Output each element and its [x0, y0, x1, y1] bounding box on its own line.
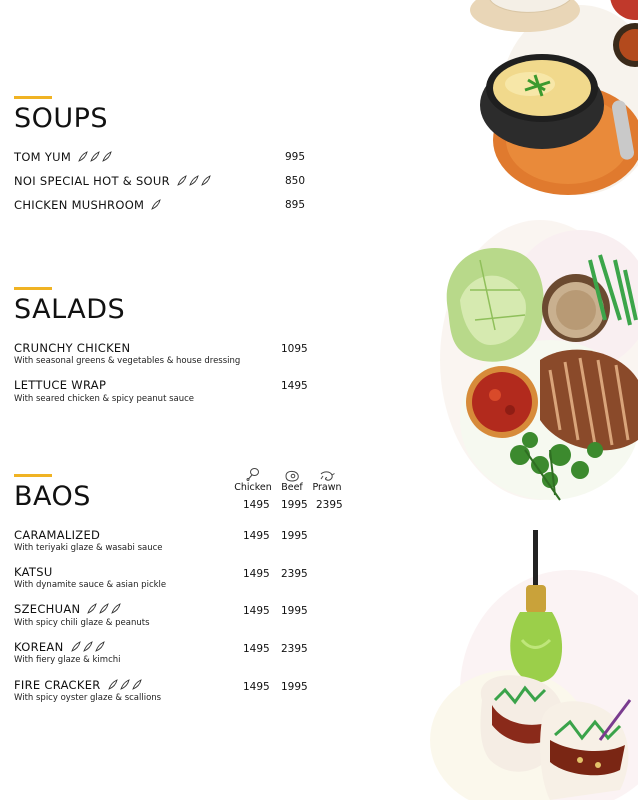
menu-item-name: SZECHUAN	[14, 602, 122, 617]
baos-accent-bar	[14, 474, 52, 477]
menu-item-price: 995	[285, 151, 306, 163]
chili-icon	[77, 151, 113, 165]
soups-accent-bar	[14, 96, 52, 99]
menu-item-price-beef: 1995	[281, 605, 308, 617]
menu-item-description: With seared chicken & spicy peanut sauce	[14, 394, 195, 404]
chili-icon	[107, 679, 143, 693]
menu-item-name: CARAMALIZED	[14, 528, 101, 542]
column-label-prawn: Prawn	[312, 482, 342, 493]
chili-icon	[150, 199, 162, 213]
menu-item-description: With fiery glaze & kimchi	[14, 655, 121, 665]
menu-item-description: With spicy oyster glaze & scallions	[14, 693, 162, 703]
menu-item-price: 1495	[281, 380, 308, 392]
menu-item-name: FIRE CRACKER	[14, 678, 143, 693]
menu-item-description: With seasonal greens & vegetables & house dressing	[14, 356, 241, 366]
chili-icon	[70, 641, 106, 655]
menu-item-price-beef: 1995	[281, 530, 308, 542]
menu-item-price-chicken: 1495	[243, 681, 270, 693]
baos-title: BAOS	[14, 481, 91, 512]
column-label-chicken: Chicken	[234, 482, 272, 493]
menu-item-name: KATSU	[14, 565, 53, 579]
soups-title: SOUPS	[14, 103, 109, 134]
menu-item-price-chicken: 1495	[243, 530, 270, 542]
column-base-price-prawn: 2395	[316, 499, 343, 511]
menu-item-name: LETTUCE WRAP	[14, 378, 107, 392]
menu-item-description: With dynamite sauce & asian pickle	[14, 580, 167, 590]
chili-icon	[86, 603, 122, 617]
menu-item-price: 1095	[281, 343, 308, 355]
menu-item-name: KOREAN	[14, 640, 106, 655]
column-base-price-chicken: 1495	[243, 499, 270, 511]
salads-title: SALADS	[14, 294, 126, 325]
menu-item-name: TOM YUM	[14, 150, 113, 165]
food-illustrations	[430, 0, 638, 800]
salads-accent-bar	[14, 287, 52, 290]
chili-icon	[176, 175, 212, 189]
menu-item-price: 850	[285, 175, 306, 187]
menu-item-name: CRUNCHY CHICKEN	[14, 341, 131, 355]
menu-item-description: With teriyaki glaze & wasabi sauce	[14, 543, 163, 553]
menu-item-description: With spicy chili glaze & peanuts	[14, 618, 150, 628]
column-base-price-beef: 1995	[281, 499, 308, 511]
menu-item-name: CHICKEN MUSHROOM	[14, 198, 162, 213]
menu-item-price-chicken: 1495	[243, 605, 270, 617]
menu-item-price-chicken: 1495	[243, 568, 270, 580]
menu-item-name: NOI SPECIAL HOT & SOUR	[14, 174, 212, 189]
menu-item-price-beef: 2395	[281, 568, 308, 580]
menu-item-price-chicken: 1495	[243, 643, 270, 655]
menu-item-price-beef: 1995	[281, 681, 308, 693]
menu-item-price-beef: 2395	[281, 643, 308, 655]
column-label-beef: Beef	[281, 482, 303, 493]
menu-item-price: 895	[285, 199, 306, 211]
